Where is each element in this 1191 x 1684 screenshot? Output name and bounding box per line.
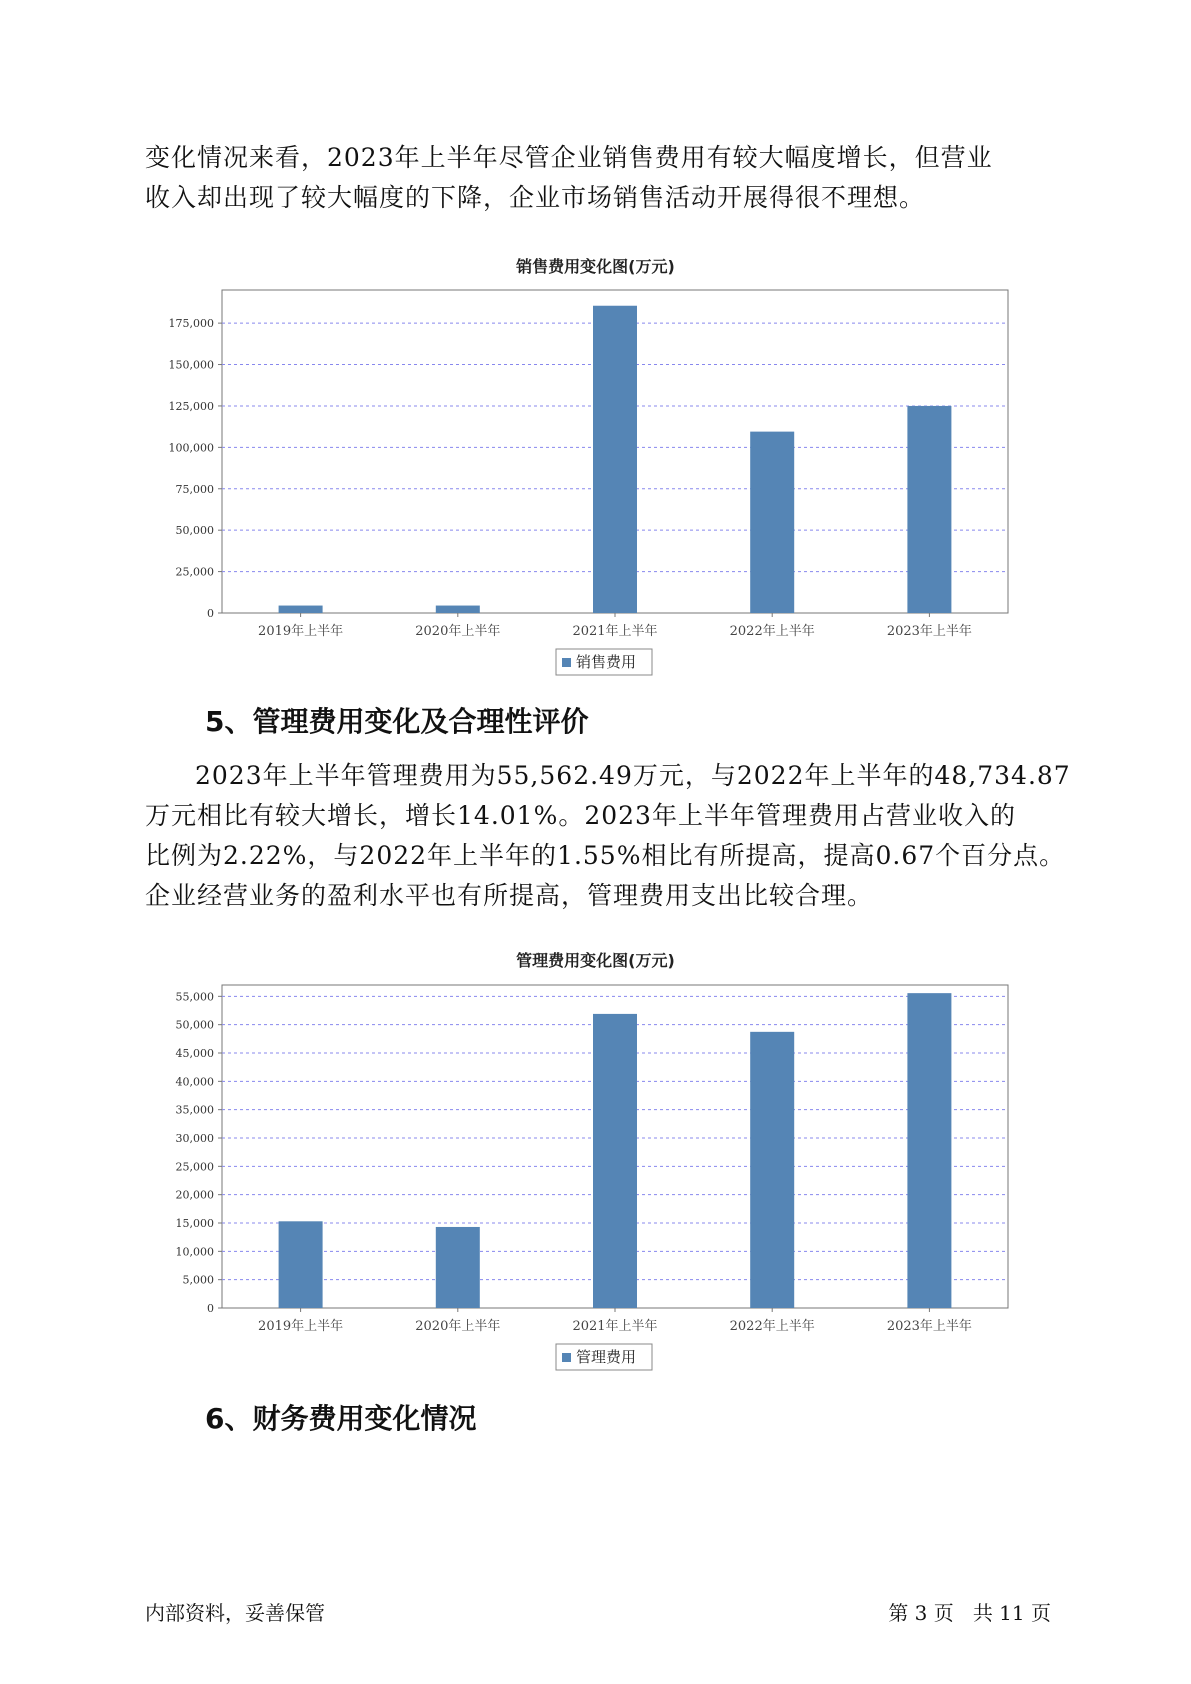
section5-line-4: 企业经营业务的盈利水平也有所提高，管理费用支出比较合理。	[145, 881, 874, 910]
sales-chart-x-tick-label: 2019年上半年	[258, 624, 344, 639]
sales-chart-legend	[556, 649, 652, 675]
admin-chart-bar	[279, 1221, 323, 1308]
admin-chart-y-tick-label: 40,000	[175, 1075, 214, 1089]
chart1-title: 销售费用变化图(万元)	[516, 257, 675, 276]
admin-chart-y-tick-label: 5,000	[182, 1273, 214, 1287]
intro-line-2: 收入却出现了较大幅度的下降，企业市场销售活动开展得很不理想。	[145, 183, 926, 212]
admin-chart-x-tick-label: 2019年上半年	[258, 1319, 344, 1334]
sales-chart-y-tick-label: 50,000	[175, 524, 214, 538]
section5-line-2: 万元相比有较大增长，增长14.01%。2023年上半年管理费用占营业收入的	[145, 801, 1016, 830]
admin-chart-legend	[556, 1344, 652, 1370]
admin-chart-bar	[750, 1032, 794, 1308]
sales-chart-bar	[436, 606, 480, 613]
admin-chart-y-tick-label: 50,000	[175, 1018, 214, 1032]
admin-chart-y-tick-label: 10,000	[175, 1245, 214, 1259]
sales-chart-y-tick-label: 175,000	[168, 317, 214, 331]
section5-paragraph	[145, 756, 1071, 916]
sales-chart-legend-label: 销售费用	[576, 653, 637, 671]
sales-chart-x-tick-label: 2020年上半年	[415, 624, 501, 639]
admin-chart-legend-label: 管理费用	[576, 1348, 637, 1366]
sales-chart-y-tick-label: 75,000	[175, 482, 214, 496]
admin-chart-y-tick-label: 0	[207, 1302, 214, 1315]
admin-chart-legend-swatch	[562, 1353, 571, 1362]
admin-chart-x-tick-label: 2023年上半年	[886, 1319, 972, 1334]
section5-heading: 5、管理费用变化及合理性评价	[205, 705, 589, 738]
sales-chart-x-tick-label: 2023年上半年	[886, 624, 972, 639]
admin-chart-y-tick-label: 15,000	[175, 1217, 214, 1230]
admin-chart-bar	[907, 993, 951, 1308]
section5-line-1: 2023年上半年管理费用为55,562.49万元，与2022年上半年的48,734.87	[195, 761, 1071, 790]
admin-expense-chart	[0, 975, 1191, 1365]
admin-chart-x-tick-label: 2022年上半年	[729, 1319, 815, 1334]
sales-chart-y-tick-label: 150,000	[168, 358, 214, 372]
admin-chart-y-tick-label: 20,000	[175, 1188, 214, 1202]
sales-chart-legend-swatch	[562, 658, 571, 667]
sales-chart-x-tick-label: 2021年上半年	[572, 624, 658, 639]
admin-chart-y-tick-label: 30,000	[175, 1132, 214, 1145]
section5-line-3: 比例为2.22%，与2022年上半年的1.55%相比有所提高，提高0.67个百分点。	[145, 841, 1066, 870]
footer-page-number: 第 3 页 共 11 页	[888, 1601, 1051, 1625]
footer-confidential: 内部资料，妥善保管	[145, 1601, 325, 1625]
admin-chart-y-tick-label: 35,000	[175, 1103, 214, 1117]
admin-chart-y-tick-label: 55,000	[175, 990, 214, 1004]
sales-chart-y-tick-label: 100,000	[168, 441, 214, 455]
sales-chart-bar	[593, 306, 637, 613]
intro-line-1: 变化情况来看，2023年上半年尽管企业销售费用有较大幅度增长，但营业	[145, 143, 993, 172]
admin-chart-y-tick-label: 25,000	[175, 1160, 214, 1174]
sales-expense-chart	[0, 280, 1191, 670]
admin-chart-bar	[436, 1227, 480, 1308]
chart2-title: 管理费用变化图(万元)	[516, 951, 675, 970]
sales-chart-y-tick-label: 0	[207, 607, 214, 620]
admin-chart-x-tick-label: 2020年上半年	[415, 1319, 501, 1334]
sales-chart-y-tick-label: 125,000	[168, 399, 214, 413]
admin-chart-x-tick-label: 2021年上半年	[572, 1319, 658, 1334]
intro-paragraph	[145, 138, 1045, 218]
admin-chart-bar	[593, 1014, 637, 1308]
sales-chart-bar	[907, 406, 951, 613]
sales-chart-x-tick-label: 2022年上半年	[729, 624, 815, 639]
sales-chart-bar	[750, 432, 794, 613]
sales-chart-bar	[279, 606, 323, 613]
section6-heading: 6、财务费用变化情况	[205, 1402, 477, 1435]
admin-chart-y-tick-label: 45,000	[175, 1047, 214, 1060]
sales-chart-y-tick-label: 25,000	[175, 565, 214, 579]
